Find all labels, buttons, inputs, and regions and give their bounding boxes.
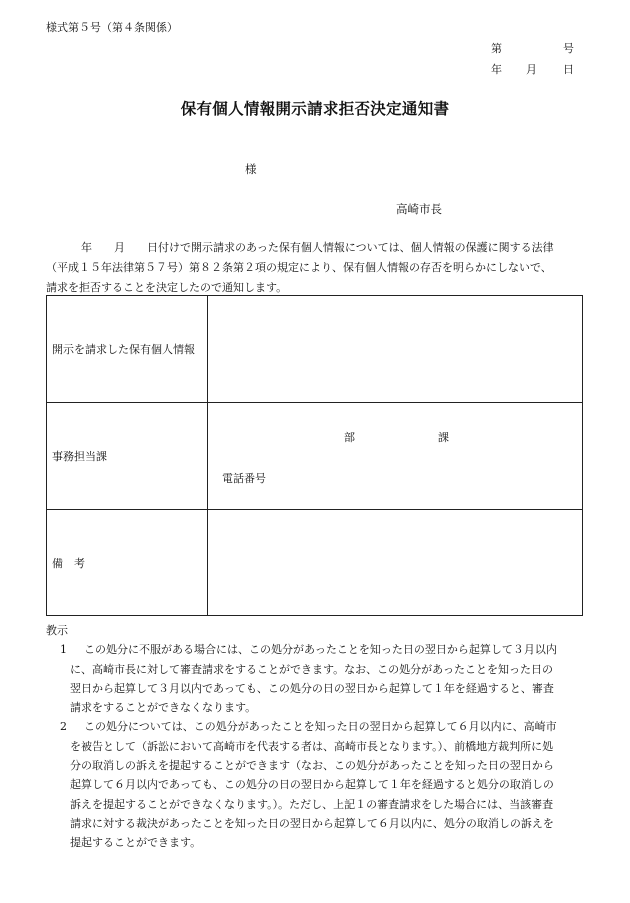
list-item-line: この処分については、この処分があったことを知った日の翌日から起算して６月以内に、高崎市 bbox=[84, 720, 557, 734]
doc-date-year: 年 bbox=[491, 63, 502, 76]
form-number: 様式第５号（第４条関係） bbox=[46, 21, 178, 34]
remarks-value bbox=[208, 510, 583, 616]
list-item-number: 2 bbox=[60, 720, 67, 734]
doc-date-month: 月 bbox=[526, 63, 537, 76]
list-item-line: 翌日から起算して３月以内であっても、この処分の日の翌日から起算して１年を経過すると、審査 bbox=[70, 681, 554, 695]
requested-info-value bbox=[208, 296, 583, 403]
table-row bbox=[47, 296, 583, 403]
responsible-section-label: 事務担当課 bbox=[47, 403, 208, 510]
instructions-heading: 教示 bbox=[46, 624, 68, 637]
department-label: 部 bbox=[344, 431, 355, 444]
list-item-line: 分の取消しの訴えを提起することができます（なお、この処分があったことを知った日の翌日から bbox=[70, 759, 554, 773]
addressee-honorific: 様 bbox=[245, 162, 257, 176]
document-title: 保有個人情報開示請求拒否決定通知書 bbox=[180, 99, 450, 118]
list-item-line: 請求をすることができなくなります。 bbox=[70, 701, 257, 715]
list-item-line: 訴えを提起することができなくなります。）。ただし、上記１の審査請求をした場合には、当該審査 bbox=[70, 797, 554, 811]
list-item-line: 請求に対する裁決があったことを知った日の翌日から起算して６月以内に、処分の取消しの訴えを bbox=[70, 816, 554, 830]
requested-info-label: 開示を請求した保有個人情報 bbox=[47, 296, 208, 403]
notification-body bbox=[46, 238, 554, 298]
table-row bbox=[47, 510, 583, 616]
list-item-line: この処分に不服がある場合には、この処分があったことを知った日の翌日から起算して３月以内 bbox=[84, 643, 557, 657]
phone-number-label: 電話番号 bbox=[222, 472, 266, 485]
doc-date-day: 日 bbox=[563, 63, 574, 76]
remarks-label: 備 考 bbox=[47, 510, 208, 616]
list-item bbox=[46, 717, 557, 852]
list-item-line: を被告として（訴訟において高崎市を代表する者は、高崎市長となります。）、前橋地方裁判所に処 bbox=[70, 739, 554, 753]
body-line: 請求を拒否することを決定したので通知します。 bbox=[46, 281, 288, 294]
list-item-number: 1 bbox=[60, 643, 67, 657]
list-item-line: 起算して６月以内であっても、この処分の日の翌日から起算して１年を経過すると処分の取消しの bbox=[70, 778, 554, 792]
list-item bbox=[46, 640, 557, 717]
decision-table bbox=[46, 295, 583, 616]
issuer-name: 高崎市長 bbox=[396, 202, 442, 216]
list-item-line: 提起することができます。 bbox=[70, 836, 202, 850]
body-line: （平成１５年法律第５７号）第８２条第２項の規定により、保有個人情報の存否を明らかにしないで、 bbox=[46, 261, 552, 274]
responsible-section-value bbox=[208, 403, 583, 510]
instructions-section bbox=[46, 621, 557, 853]
doc-number-prefix: 第 bbox=[491, 42, 502, 55]
doc-number-suffix: 号 bbox=[563, 42, 574, 55]
section-label: 課 bbox=[438, 431, 449, 444]
list-item-line: に、高崎市長に対して審査請求をすることができます。なお、この処分があったことを知った日の bbox=[70, 662, 554, 676]
body-line: 年 月 日付けで開示請求のあった保有個人情報については、個人情報の保護に関する法律 bbox=[81, 241, 554, 254]
table-row bbox=[47, 403, 583, 510]
